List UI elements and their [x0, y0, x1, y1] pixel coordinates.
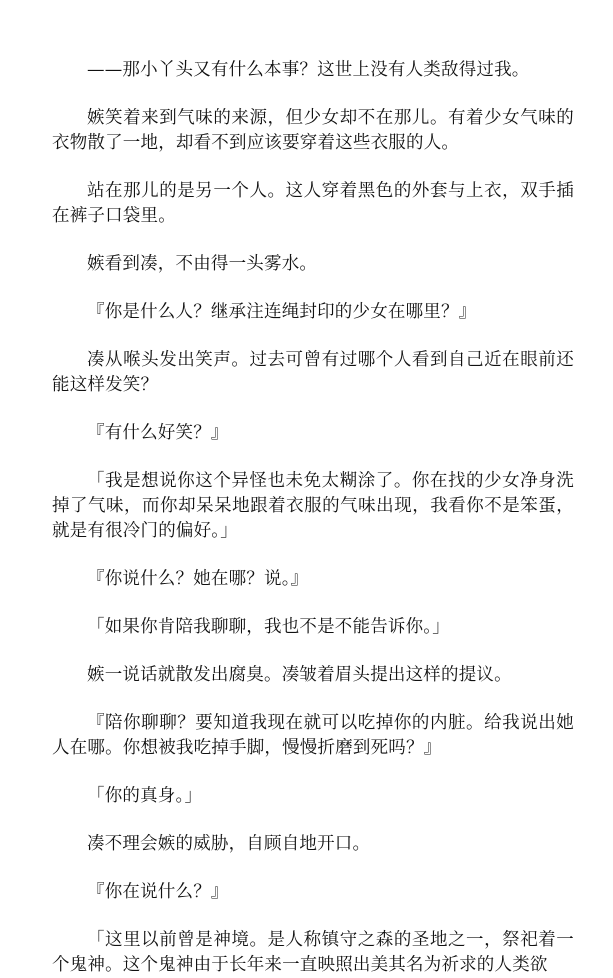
paragraph: 嫉笑着来到气味的来源，但少女却不在那儿。有着少女气味的衣物散了一地，却看不到应该要穿着这些衣服的人。	[52, 108, 574, 153]
document-page	[52, 58, 574, 978]
dialogue-line: 『你是什么人？继承注连绳封印的少女在哪里？』	[87, 302, 477, 322]
paragraph: 嫉看到凑，不由得一头雾水。	[87, 254, 318, 274]
dialogue-line: 『你说什么？她在哪？说。』	[87, 569, 309, 589]
paragraph: 站在那儿的是另一个人。这人穿着黑色的外套与上衣，双手插在裤子口袋里。	[52, 181, 574, 226]
paragraph: 凑不理会嫉的威胁，自顾自地开口。	[87, 834, 371, 854]
dialogue-line: 「你的真身。」	[87, 786, 203, 806]
paragraph: 嫉一说话就散发出腐臭。凑皱着眉头提出这样的提议。	[87, 665, 512, 685]
dialogue-line: 「我是想说你这个异怪也未免太糊涂了。你在找的少女净身洗掉了气味，而你却呆呆地跟着衣服的气味出现，我看你不是笨蛋，就是有很冷门的偏好。」	[52, 471, 574, 541]
paragraph: ——那小丫头又有什么本事？这世上没有人类敌得过我。	[87, 60, 530, 80]
dialogue-line: 「如果你肯陪我聊聊，我也不是不能告诉你。」	[87, 617, 450, 637]
dialogue-line: 『你在说什么？』	[87, 882, 229, 902]
dialogue-line: 「这里以前曾是神境。是人称镇守之森的圣地之一，祭祀着一个鬼神。这个鬼神由于长年来一直映照出美其名为祈求的人类欲	[52, 930, 574, 975]
paragraph: 凑从喉头发出笑声。过去可曾有过哪个人看到自己近在眼前还能这样发笑？	[52, 350, 574, 395]
dialogue-line: 『陪你聊聊？要知道我现在就可以吃掉你的内脏。给我说出她人在哪。你想被我吃掉手脚，慢慢折磨到死吗？』	[52, 713, 574, 758]
dialogue-line: 『有什么好笑？』	[87, 423, 229, 443]
